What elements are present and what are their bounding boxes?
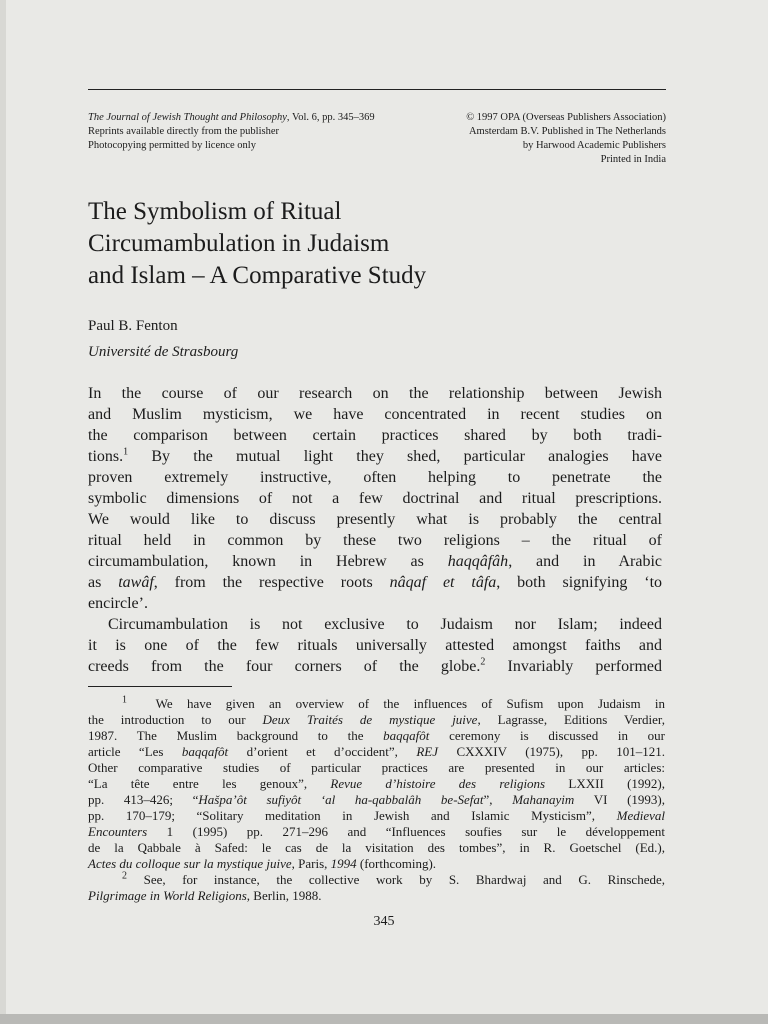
footnote-line: de la Qabbale à Safed: le cas de la visitation des tombes”, in R. Goetschel (Ed.), bbox=[88, 840, 665, 855]
body-line: symbolic dimensions of not a few doctrinal and ritual prescriptions. bbox=[88, 490, 662, 507]
footnote-text: See, for instance, the collective work by S. Bhardwaj and G. Rinschede, bbox=[127, 872, 665, 887]
footnote-italic: Actes du colloque sur la mystique juive bbox=[88, 856, 292, 871]
footnote-italic: Medieval bbox=[616, 808, 665, 823]
footnote-italic: Hašpa’ôt sufiyôt ‘al ha-qabbalâh be-Sefat bbox=[198, 792, 484, 807]
page-number: 345 bbox=[373, 914, 395, 929]
footnote-text: , Lagrasse, Editions Verdier, bbox=[477, 712, 665, 727]
publisher-location-line: Amsterdam B.V. Published in The Netherlands bbox=[468, 126, 666, 137]
body-text-span: , and in Arabic bbox=[508, 553, 662, 570]
footnote-text: 1987. The Muslim background to the bbox=[88, 728, 384, 743]
footnote-italic: baqqafôt bbox=[181, 744, 229, 759]
footnote-text: , Berlin, 1988. bbox=[246, 888, 322, 903]
footnote-text: ”, bbox=[483, 792, 513, 807]
body-text-span: creeds from the four corners of the globe. bbox=[88, 658, 481, 675]
footnote-line bbox=[88, 824, 665, 840]
footnote-text: pp. 170–179; “Solitary meditation in Jewish and Islamic Mysticism”, bbox=[88, 808, 617, 823]
body-line bbox=[88, 656, 662, 677]
body-line: Circumambulation is not exclusive to Judaism nor Islam; indeed bbox=[108, 616, 662, 633]
footnote-text: the introduction to our bbox=[88, 712, 263, 727]
body-text-span: , from the respective roots bbox=[153, 574, 390, 591]
journal-name: The Journal of Jewish Thought and Philosophy bbox=[88, 112, 287, 123]
reprints-line: Reprints available directly from the publisher bbox=[88, 126, 279, 137]
body-line bbox=[88, 551, 662, 572]
footnote-line bbox=[88, 744, 665, 760]
body-text-span: By the mutual light they shed, particular analogies have bbox=[128, 448, 662, 465]
journal-citation bbox=[88, 111, 418, 125]
footnote-italic: Pilgrimage in World Religions bbox=[88, 888, 247, 903]
body-line: We would like to discuss presently what is probably the central bbox=[88, 511, 662, 528]
title-line: Circumambulation in Judaism bbox=[88, 230, 390, 257]
footnote-text: ceremony is discussed in our bbox=[429, 728, 665, 743]
footnote-italic: Deux Traités de mystique juive bbox=[262, 712, 478, 727]
scan-margin-left bbox=[0, 0, 6, 1024]
body-line bbox=[88, 446, 662, 467]
footnote-italic: Revue d’histoire des religions bbox=[330, 776, 546, 791]
footnote-number: 2 bbox=[122, 870, 127, 882]
footnote-text: CXXXIV (1975), pp. 101–121. bbox=[438, 744, 666, 759]
footnote-line bbox=[88, 792, 665, 808]
footnote-text: , Paris, bbox=[291, 856, 331, 871]
footnote-rule bbox=[88, 686, 232, 687]
footnote-italic: Mahanayim bbox=[512, 792, 575, 807]
body-text-span: as bbox=[88, 574, 119, 591]
publisher-line: by Harwood Academic Publishers bbox=[522, 140, 666, 151]
footnote-number: 1 bbox=[122, 694, 127, 706]
journal-volume: , Vol. 6, pp. 345–369 bbox=[286, 112, 375, 123]
printed-line: Printed in India bbox=[600, 154, 666, 165]
body-line: In the course of our research on the relationship between Jewish bbox=[88, 385, 662, 402]
body-line: proven extremely instructive, often helping to penetrate the bbox=[88, 469, 662, 486]
footnote-text: (forthcoming). bbox=[356, 856, 437, 871]
footnote-line bbox=[88, 728, 665, 744]
footnote-line bbox=[88, 776, 665, 792]
body-line bbox=[88, 572, 662, 593]
title-line: and Islam – A Comparative Study bbox=[88, 262, 427, 289]
footnote-text: We have given an overview of the influences of Sufism upon Judaism in bbox=[155, 696, 666, 711]
body-line: it is one of the few rituals universally attested amongst faiths and bbox=[88, 637, 662, 654]
header-left bbox=[88, 111, 418, 153]
footnote-italic: baqqafôt bbox=[383, 728, 430, 743]
footnote-text: article “Les bbox=[88, 744, 182, 759]
author-affiliation: Université de Strasbourg bbox=[88, 344, 239, 360]
footnote-text: “La tête entre les genoux”, bbox=[88, 776, 331, 791]
footnote-line bbox=[88, 808, 665, 824]
footnote-italic: 1994 bbox=[330, 856, 357, 871]
body-text-span: tions. bbox=[88, 448, 124, 465]
body-line: the comparison between certain practices shared by both tradi- bbox=[88, 427, 662, 444]
body-text-span: Invariably performed bbox=[485, 658, 662, 675]
term-arabic: tawâf bbox=[118, 574, 154, 591]
scan-edge-bottom bbox=[0, 1014, 768, 1024]
footnote-text: LXXII (1992), bbox=[545, 776, 665, 791]
footnote-italic: REJ bbox=[416, 744, 438, 759]
footnote-text: d’orient et d’occident”, bbox=[228, 744, 417, 759]
footnote-line bbox=[88, 712, 665, 728]
author-name: Paul B. Fenton bbox=[88, 318, 178, 334]
body-text bbox=[88, 383, 662, 677]
footnote-text: 1 (1995) pp. 271–296 and “Influences soufies sur le développement bbox=[147, 824, 665, 839]
article-title bbox=[88, 196, 666, 292]
footnote-ref-1[interactable]: 1 bbox=[123, 446, 129, 458]
footnote-ref-2[interactable]: 2 bbox=[480, 656, 486, 668]
header-rule bbox=[88, 89, 666, 90]
body-line: encircle’. bbox=[88, 595, 148, 612]
footnote-line bbox=[88, 696, 665, 712]
body-line: and Muslim mysticism, we have concentrated in recent studies on bbox=[88, 406, 662, 423]
body-text-span: circumambulation, known in Hebrew as bbox=[88, 553, 448, 570]
photocopy-line: Photocopying permitted by licence only bbox=[88, 140, 256, 151]
body-text-span: , both signifying ‘to bbox=[496, 574, 663, 591]
body-line: ritual held in common by these two religions – the ritual of bbox=[88, 532, 662, 549]
footnote-line bbox=[88, 888, 665, 904]
footnotes bbox=[88, 696, 665, 904]
header-right bbox=[420, 111, 666, 167]
footnote-text: VI (1993), bbox=[574, 792, 665, 807]
footnote-text: pp. 413–426; “ bbox=[88, 792, 199, 807]
footnote-line bbox=[88, 872, 665, 888]
term-hebrew: haqqâfâh bbox=[447, 553, 509, 570]
title-line: The Symbolism of Ritual bbox=[88, 198, 342, 225]
term-roots: nâqaf et tâfa bbox=[389, 574, 497, 591]
footnote-line: Other comparative studies of particular practices are presented in our articles: bbox=[88, 760, 665, 775]
copyright-line: © 1997 OPA (Overseas Publishers Association) bbox=[466, 112, 666, 123]
footnote-italic: Encounters bbox=[88, 824, 148, 839]
footnote-line bbox=[88, 856, 665, 872]
